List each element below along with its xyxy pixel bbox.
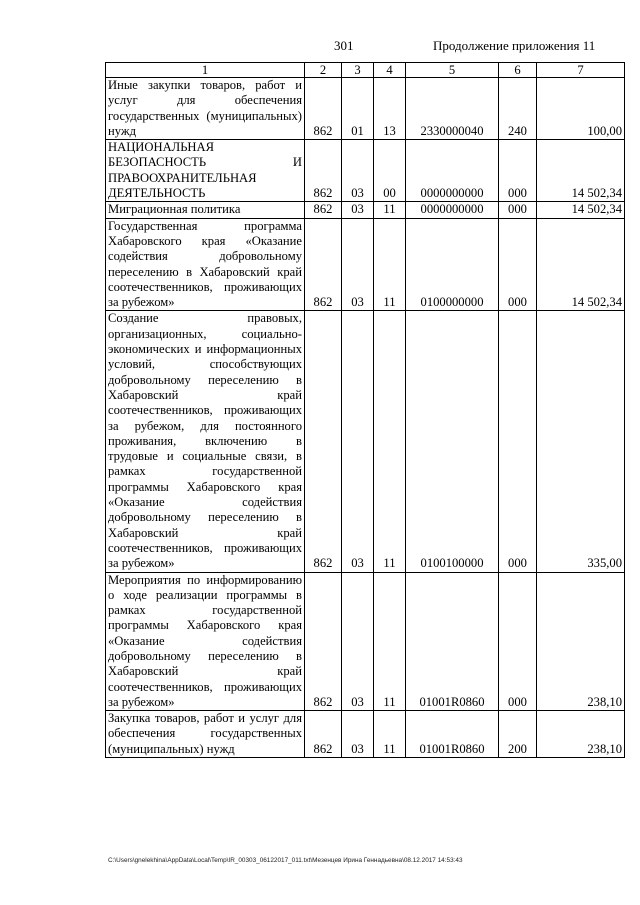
cell-amount: 238,10	[537, 711, 625, 758]
cell-expense-type: 000	[499, 218, 537, 311]
table-row	[106, 202, 625, 218]
cell-section: 03	[342, 218, 374, 311]
table-row	[106, 572, 625, 711]
cell-amount: 238,10	[537, 572, 625, 711]
cell-expense-type: 000	[499, 140, 537, 202]
cell-section: 03	[342, 202, 374, 218]
cell-ministry-code: 862	[305, 711, 342, 758]
cell-subsection: 11	[374, 572, 406, 711]
cell-target-item: 0000000000	[406, 202, 499, 218]
cell-ministry-code: 862	[305, 572, 342, 711]
table-row	[106, 711, 625, 758]
row-name: Государственная программа Хабаровского края «Оказание содействия добровольному переселению в Хабаровский край соотечественников, проживающих за рубежом»	[106, 218, 305, 311]
cell-target-item: 0100000000	[406, 218, 499, 311]
cell-expense-type: 000	[499, 572, 537, 711]
cell-amount: 335,00	[537, 311, 625, 572]
cell-ministry-code: 862	[305, 78, 342, 140]
table-row	[106, 78, 625, 140]
page-number: 301	[334, 38, 354, 53]
cell-target-item: 0100100000	[406, 311, 499, 572]
row-name: Закупка товаров, работ и услуг для обеспечения государственных (муниципальных) нужд	[106, 711, 305, 758]
column-header-row	[106, 63, 625, 78]
cell-section: 03	[342, 711, 374, 758]
cell-amount: 100,00	[537, 78, 625, 140]
column-header: 6	[499, 63, 537, 78]
column-header: 5	[406, 63, 499, 78]
budget-table	[105, 62, 625, 758]
row-name: Мероприятия по информированию о ходе реализации программы в рамках государственной программы Хабаровского края «Оказание содействия добровольному переселению в Хабаровский край соотечественников, проживающих за рубежом»	[106, 572, 305, 711]
row-name: Миграционная политика	[106, 202, 305, 218]
cell-ministry-code: 862	[305, 140, 342, 202]
cell-ministry-code: 862	[305, 311, 342, 572]
cell-target-item: 01001R0860	[406, 572, 499, 711]
column-header: 2	[305, 63, 342, 78]
cell-amount: 14 502,34	[537, 202, 625, 218]
cell-target-item: 01001R0860	[406, 711, 499, 758]
cell-section: 03	[342, 140, 374, 202]
cell-subsection: 13	[374, 78, 406, 140]
cell-expense-type: 200	[499, 711, 537, 758]
column-header: 1	[106, 63, 305, 78]
cell-ministry-code: 862	[305, 218, 342, 311]
table-row	[106, 311, 625, 572]
cell-subsection: 11	[374, 711, 406, 758]
table-row	[106, 218, 625, 311]
cell-target-item: 0000000000	[406, 140, 499, 202]
cell-section: 01	[342, 78, 374, 140]
row-name: Создание правовых, организационных, социально-экономических и информационных условий, способствующих добровольному переселению в Хабаровский край соотечественников, проживающих за рубежом, для постоянного проживания, включению в трудовые и социальные связи, в рамках государственной программы Хабаровского края «Оказание содействия добровольному переселению в Хабаровский край соотечественников, проживающих за рубежом»	[106, 311, 305, 572]
cell-amount: 14 502,34	[537, 218, 625, 311]
cell-expense-type: 000	[499, 311, 537, 572]
cell-subsection: 11	[374, 202, 406, 218]
cell-target-item: 2330000040	[406, 78, 499, 140]
column-header: 7	[537, 63, 625, 78]
cell-ministry-code: 862	[305, 202, 342, 218]
file-path-footer: C:\Users\gnelekhina\AppData\Local\Temp\IR_00303_06122017_011.txt\Мезенцев Ирина Геннадьевна\08.12.2017 14:53:43	[108, 857, 463, 864]
row-name: Иные закупки товаров, работ и услуг для обеспечения государственных (муниципальных) нужд	[106, 78, 305, 140]
cell-expense-type: 240	[499, 78, 537, 140]
cell-subsection: 11	[374, 311, 406, 572]
cell-section: 03	[342, 311, 374, 572]
column-header: 4	[374, 63, 406, 78]
cell-subsection: 00	[374, 140, 406, 202]
cell-amount: 14 502,34	[537, 140, 625, 202]
table-row	[106, 140, 625, 202]
cell-subsection: 11	[374, 218, 406, 311]
column-header: 3	[342, 63, 374, 78]
appendix-continuation-label: Продолжение приложения 11	[433, 38, 596, 53]
cell-section: 03	[342, 572, 374, 711]
row-name: НАЦИОНАЛЬНАЯ БЕЗОПАСНОСТЬ И ПРАВООХРАНИТЕЛЬНАЯ ДЕЯТЕЛЬНОСТЬ	[106, 140, 305, 202]
cell-expense-type: 000	[499, 202, 537, 218]
